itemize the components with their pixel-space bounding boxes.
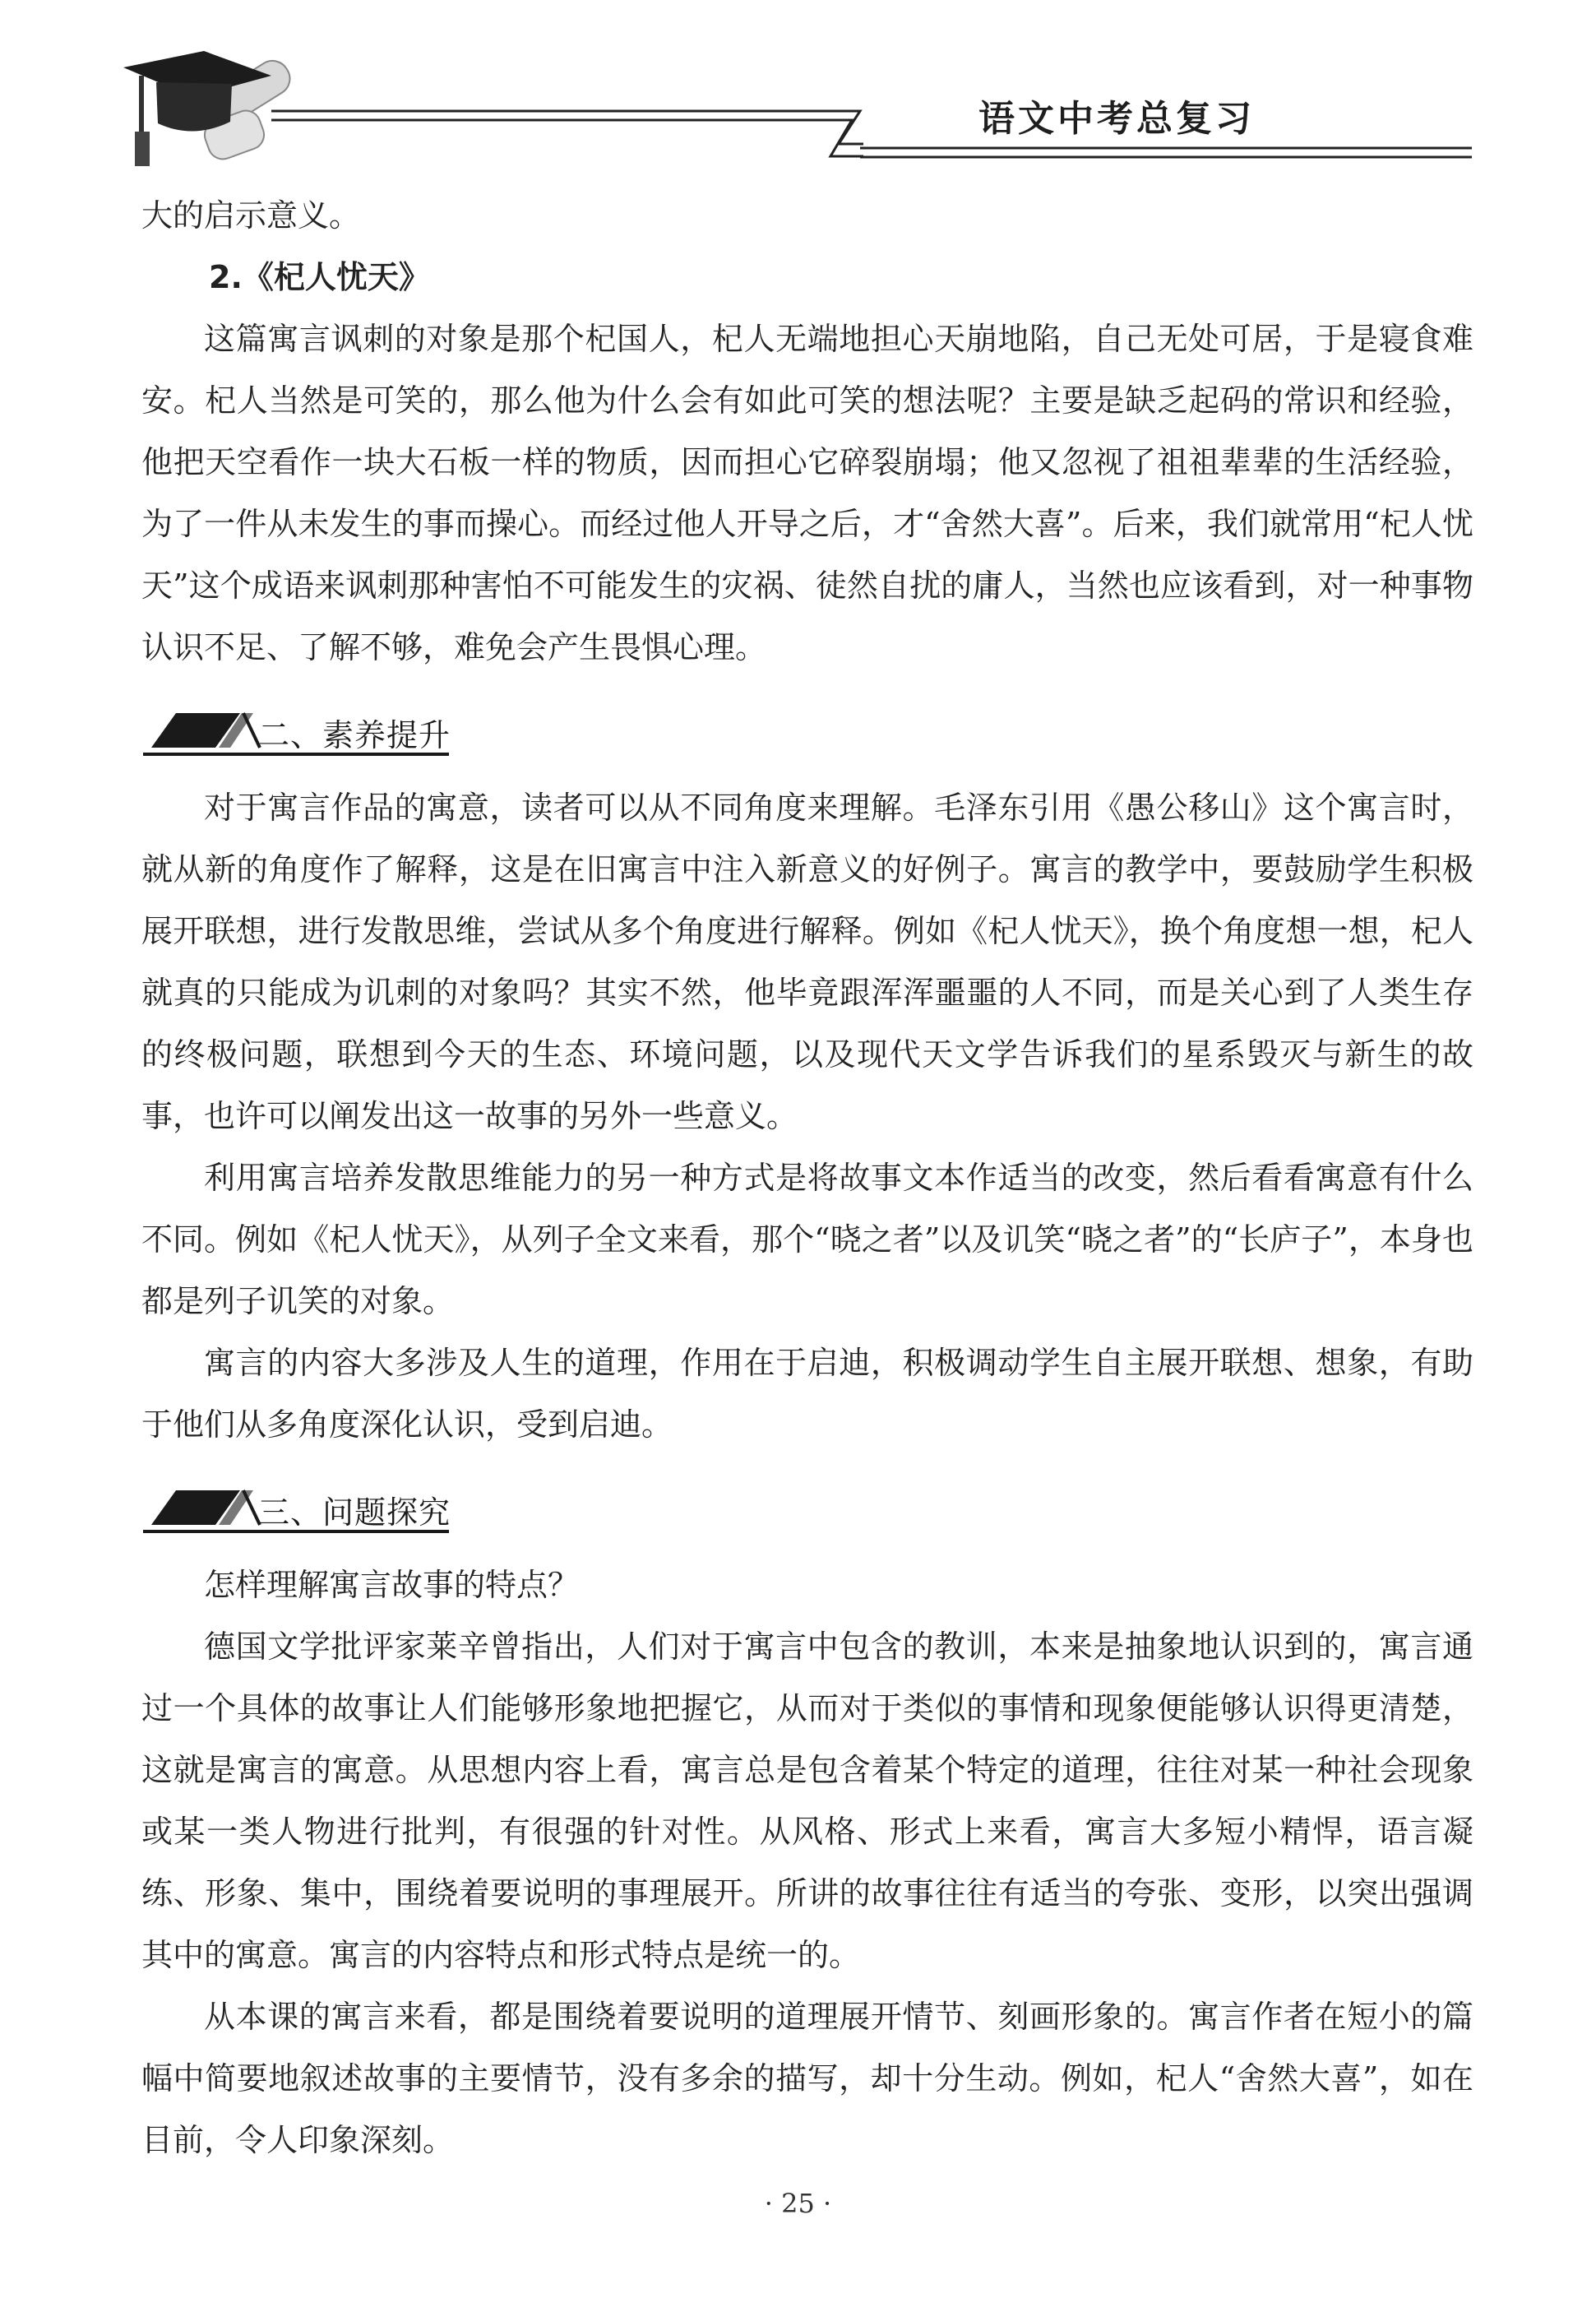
section-title: 三、问题探究 <box>258 1494 451 1531</box>
paragraph-lessing: 德国文学批评家莱辛曾指出，人们对于寓言中包含的教训，本来是抽象地认识到的，寓言通过一个具体的故事让人们能够形象地把握它，从而对于类似的事情和现象便能够认识得更清楚，这就是寓言的寓意。从思想内容上看，寓言总是包含着某个特定的道理，往往对某一种社会现象或某一类人物进行批判，有很强的针对性。从风格、形式上来看，寓言大多短小精悍，语言凝练、形象、集中，围绕着要说明的事理展开。所讲的故事往往有适当的夸张、变形，以突出强调其中的寓意。寓言的内容特点和形式特点是统一的。 <box>141 1629 1473 1973</box>
page-header <box>0 0 1596 189</box>
subheading-qi-ren-you-tian <box>141 247 1473 308</box>
paragraph-question: 怎样理解寓言故事的特点？ <box>204 1567 580 1603</box>
paragraph-fable-content: 寓言的内容大多涉及人生的道理，作用在于启迪，积极调动学生自主展开联想、想象，有助于他们从多角度深化认识，受到启迪。 <box>141 1345 1473 1443</box>
paragraph-different-angles: 对于寓言作品的寓意，读者可以从不同角度来理解。毛泽东引用《愚公移山》这个寓言时，就从新的角度作了解释，这是在旧寓言中注入新意义的好例子。寓言的教学中，要鼓励学生积极展开联想，进行发散思维，尝试从多个角度进行解释。例如《杞人忧天》，换个角度想一想，杞人就真的只能成为讥刺的对象吗？其实不然，他毕竟跟浑浑噩噩的人不同，而是关心到了人类生存的终极问题，联想到今天的生态、环境问题，以及现代天文学告诉我们的星系毁灭与新生的故事，也许可以阐发出这一故事的另外一些意义。 <box>141 790 1473 1134</box>
page-content <box>141 185 1473 2171</box>
section-title: 二、素养提升 <box>258 717 451 753</box>
book-title: 语文中考总复习 <box>978 98 1255 140</box>
page-number: · 25 · <box>764 2188 832 2219</box>
header-decoration <box>0 0 1596 189</box>
paragraph-lesson-fables: 从本课的寓言来看，都是围绕着要说明的道理展开情节、刻画形象的。寓言作者在短小的篇幅中简要地叙述故事的主要情节，没有多余的描写，却十分生动。例如，杞人“舍然大喜”，如在目前，令人印象深刻。 <box>141 1999 1473 2158</box>
paragraph-qi-ren-analysis: 这篇寓言讽刺的对象是那个杞国人，杞人无端地担心天崩地陷，自己无处可居，于是寝食难安。杞人当然是可笑的，那么他为什么会有如此可笑的想法呢？主要是缺乏起码的常识和经验，他把天空看作一块大石板一样的物质，因而担心它碎裂崩塌；他又忽视了祖祖辈辈的生活经验，为了一件从未发生的事而操心。而经过他人开导之后，才“舍然大喜”。后来，我们就常用“杞人忧天”这个成语来讽刺那种害怕不可能发生的灾祸、徒然自扰的庸人，当然也应该看到，对一种事物认识不足、了解不够，难免会产生畏惧心理。 <box>141 321 1473 665</box>
paragraph-divergent-thinking: 利用寓言培养发散思维能力的另一种方式是将故事文本作适当的改变，然后看看寓意有什么不同。例如《杞人忧天》，从列子全文来看，那个“晓之者”以及讥笑“晓之者”的“长庐子”，本身也都是列子讥笑的对象。 <box>141 1160 1473 1319</box>
section-header-inquiry <box>141 1472 1473 1548</box>
section-header-literacy <box>141 695 1473 771</box>
subheading-text: 2.《杞人忧天》 <box>209 259 430 295</box>
paragraph-continuation: 大的启示意义。 <box>141 197 361 234</box>
